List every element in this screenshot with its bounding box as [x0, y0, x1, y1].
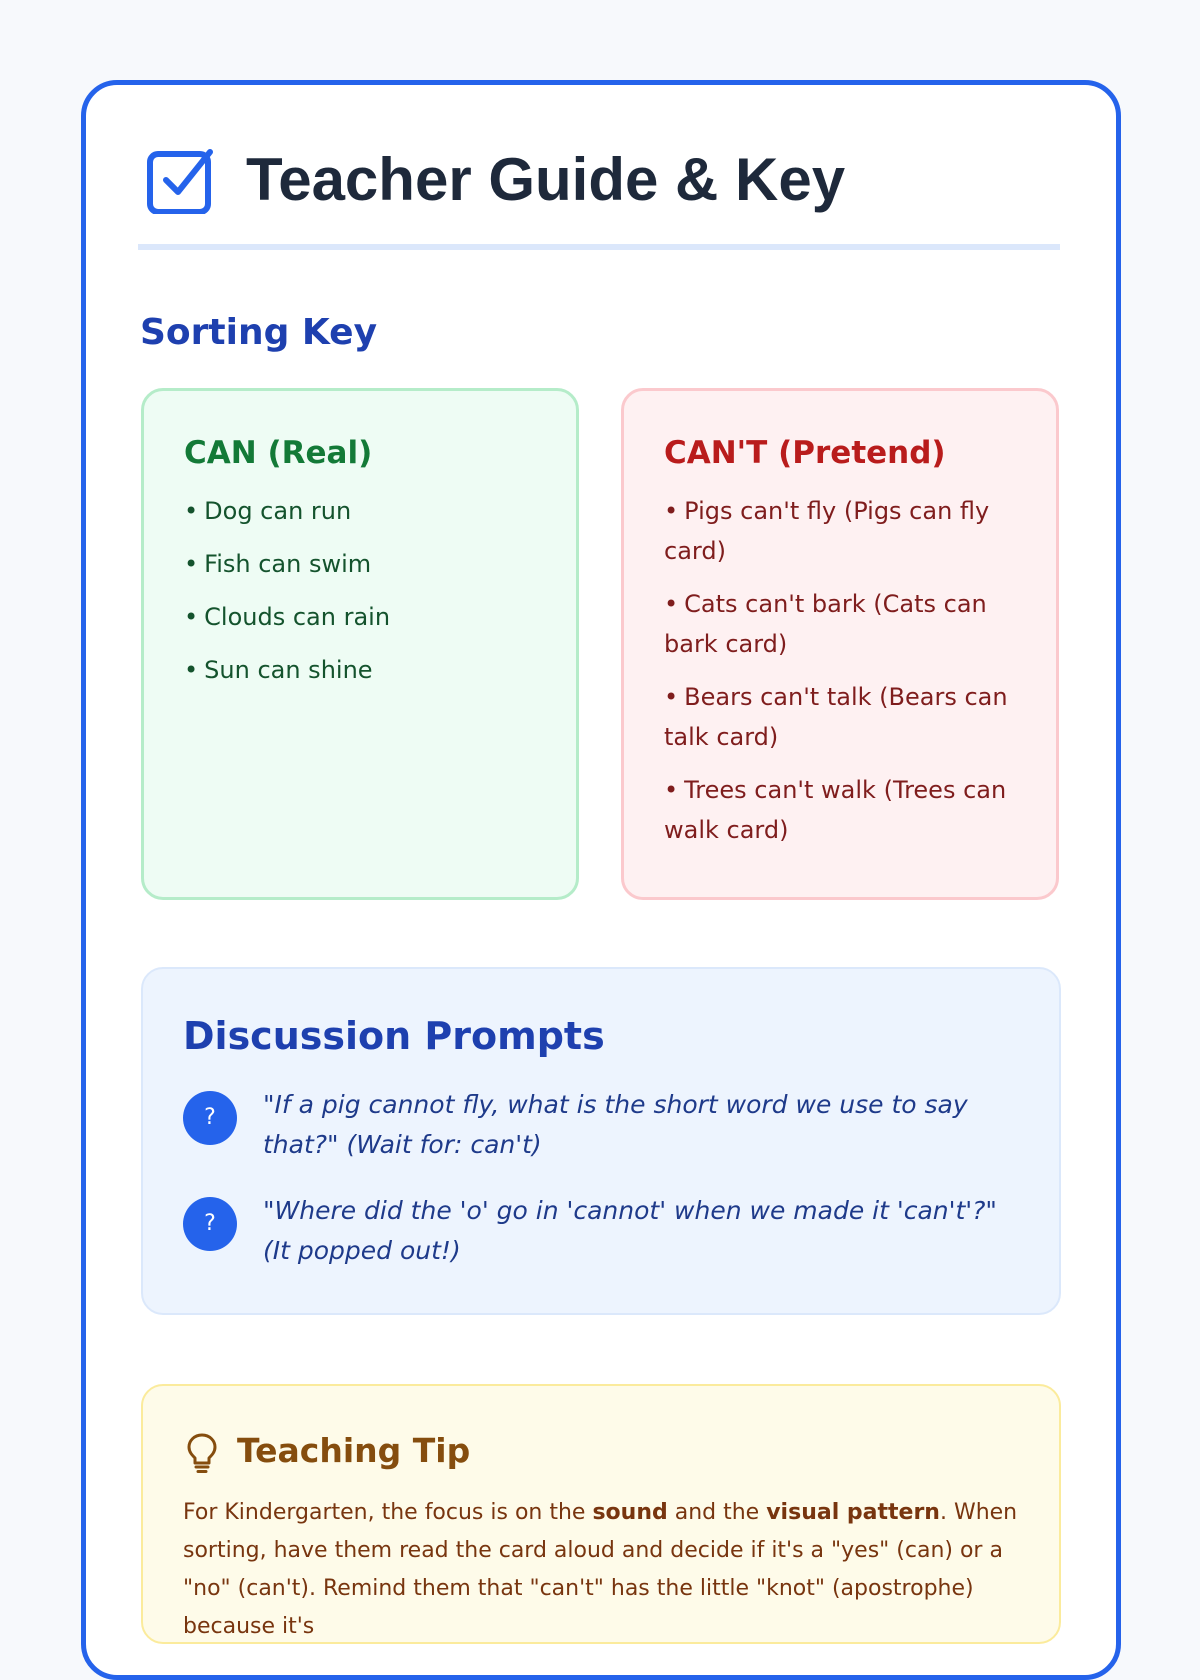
lightbulb-icon	[185, 1432, 219, 1474]
list-item: • Clouds can rain	[184, 603, 391, 631]
teaching-tip-title: Teaching Tip	[237, 1431, 471, 1470]
teaching-tip-header	[183, 1426, 1019, 1476]
can-list	[184, 491, 546, 690]
sorting-key-title: Sorting Key	[140, 312, 378, 353]
discussion-prompts-title: Discussion Prompts	[183, 1014, 605, 1058]
teaching-tip-panel	[141, 1384, 1061, 1644]
list-item: • Bears can't talk (Bears can talk card)	[664, 683, 1008, 751]
discussion-prompts-panel	[141, 967, 1061, 1315]
discussion-prompt	[183, 1085, 1019, 1165]
list-item: • Trees can't walk (Trees can walk card)	[664, 776, 1007, 844]
list-item: • Cats can't bark (Cats can bark card)	[664, 590, 987, 658]
prompt-text: "Where did the 'o' go in 'cannot' when we made it 'can't'?" (It popped out!)	[263, 1196, 997, 1265]
question-icon: ?	[183, 1091, 237, 1145]
page-title: Teacher Guide & Key	[246, 146, 846, 213]
page-header	[138, 140, 1060, 250]
can-box-title: CAN (Real)	[184, 435, 373, 471]
question-icon: ?	[183, 1197, 237, 1251]
can-real-box	[141, 388, 579, 900]
list-item: • Dog can run	[184, 497, 352, 525]
cant-list	[664, 491, 1026, 850]
list-item: • Sun can shine	[184, 656, 373, 684]
teaching-tip-text: For Kindergarten, the focus is on the sound and the visual pattern. When sorting, have them read the card aloud and decide if it's a "yes" (can) or a "no" (can't). Remind them that "can't" has the little "knot" (apostrophe) because it's	[183, 1500, 1018, 1639]
cant-box-title: CAN'T (Pretend)	[664, 435, 946, 471]
prompt-text: "If a pig cannot fly, what is the short word we use to say that?" (Wait for: can't)	[263, 1090, 968, 1159]
list-item: • Fish can swim	[184, 550, 372, 578]
cant-pretend-box	[621, 388, 1059, 900]
list-item: • Pigs can't fly (Pigs can fly card)	[664, 497, 990, 565]
discussion-prompt	[183, 1191, 1019, 1271]
checkbox-checked-icon	[146, 146, 214, 214]
